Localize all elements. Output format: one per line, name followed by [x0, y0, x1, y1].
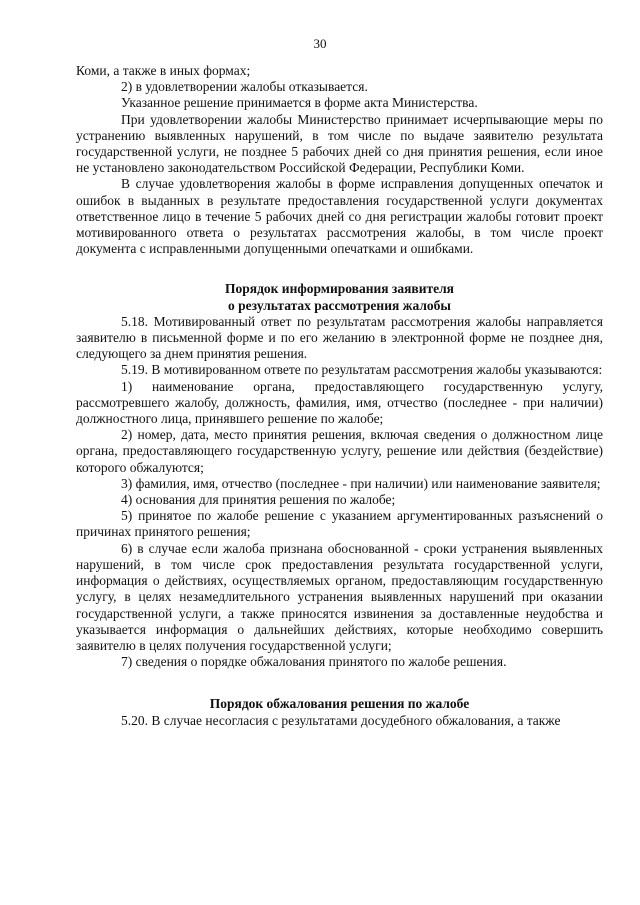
- list-item-5-19-1: 1) наименование органа, предоставляющего государственную услугу, рассмотревшего жалобу, должность, фамилия, имя, отчество (последнее - при наличии) должностного лица, принявшего решение по жалобе;: [76, 378, 603, 427]
- paragraph-correction: В случае удовлетворения жалобы в форме исправления допущенных опечаток и ошибок в выданных в результате предоставления государственной услуги документах ответственное лицо в течение 5 рабочих дней со дня регистрации жалобы готовит проект мотивированного ответа о результатах рассмотрения жалобы, в том числе проект документа с исправленными допущенными опечатками и ошибками.: [76, 176, 603, 257]
- section-heading-inform-line2: о результатах рассмотрения жалобы: [228, 297, 451, 313]
- list-item-5-19-2: 2) номер, дата, место принятия решения, включая сведения о должностном лице органа, предоставляющего государственную услугу, решение или действия (бездействие) которого обжалуются;: [76, 427, 603, 475]
- paragraph-refusal: 2) в удовлетворении жалобы отказывается.: [121, 79, 368, 95]
- section-heading-appeal: [76, 696, 603, 712]
- section-heading-inform: [76, 281, 603, 313]
- section-heading-appeal-line1: Порядок обжалования решения по жалобе: [209, 696, 470, 712]
- list-item-5-19-5: 5) принятое по жалобе решение с указанием аргументированных разъяснений о причинах принятого решения;: [76, 508, 603, 540]
- list-item-5-19-7: 7) сведения о порядке обжалования принятого по жалобе решения.: [121, 654, 507, 670]
- paragraph-satisfaction: При удовлетворении жалобы Министерство принимает исчерпывающие меры по устранению выявленных нарушений, в том числе по выдаче заявителю результата государственной услуги, не позднее 5 рабочих дней со дня принятия решения, если иное не установлено законодательством Российской Федерации, Республики Коми.: [76, 111, 603, 176]
- document-body: [76, 63, 603, 729]
- page-number: 30: [313, 36, 327, 51]
- paragraph-act: Указанное решение принимается в форме акта Министерства.: [121, 95, 478, 111]
- list-item-5-19-4: 4) основания для принятия решения по жалобе;: [121, 492, 396, 508]
- list-item-5-19-6: 6) в случае если жалоба признана обоснованной - сроки устранения выявленных нарушений, в том числе срок предоставления результата государственной услуги, информация о действиях, осуществляемых органом, предоставляющим государственную услугу, в целях незамедлительного устранения выявленных нарушений при оказании государственной услуги, а также приносятся извинения за доставленные неудобства и указывается информация о дальнейших действиях, которые необходимо совершить заявителю в целях получения государственной услуги;: [76, 540, 603, 653]
- list-item-5-19-3: 3) фамилия, имя, отчество (последнее - при наличии) или наименование заявителя;: [121, 475, 601, 491]
- paragraph-continuation: Коми, а также в иных формах;: [76, 63, 251, 78]
- paragraph-5-20: 5.20. В случае несогласия с результатами досудебного обжалования, а также: [121, 712, 561, 728]
- paragraph-5-19: 5.19. В мотивированном ответе по результатам рассмотрения жалобы указываются:: [121, 362, 603, 378]
- paragraph-5-18: 5.18. Мотивированный ответ по результатам рассмотрения жалобы направляется заявителю в письменной форме и по его желанию в электронной форме не позднее дня, следующего за днем принятия решения.: [76, 313, 603, 362]
- section-heading-inform-line1: Порядок информирования заявителя: [225, 281, 454, 297]
